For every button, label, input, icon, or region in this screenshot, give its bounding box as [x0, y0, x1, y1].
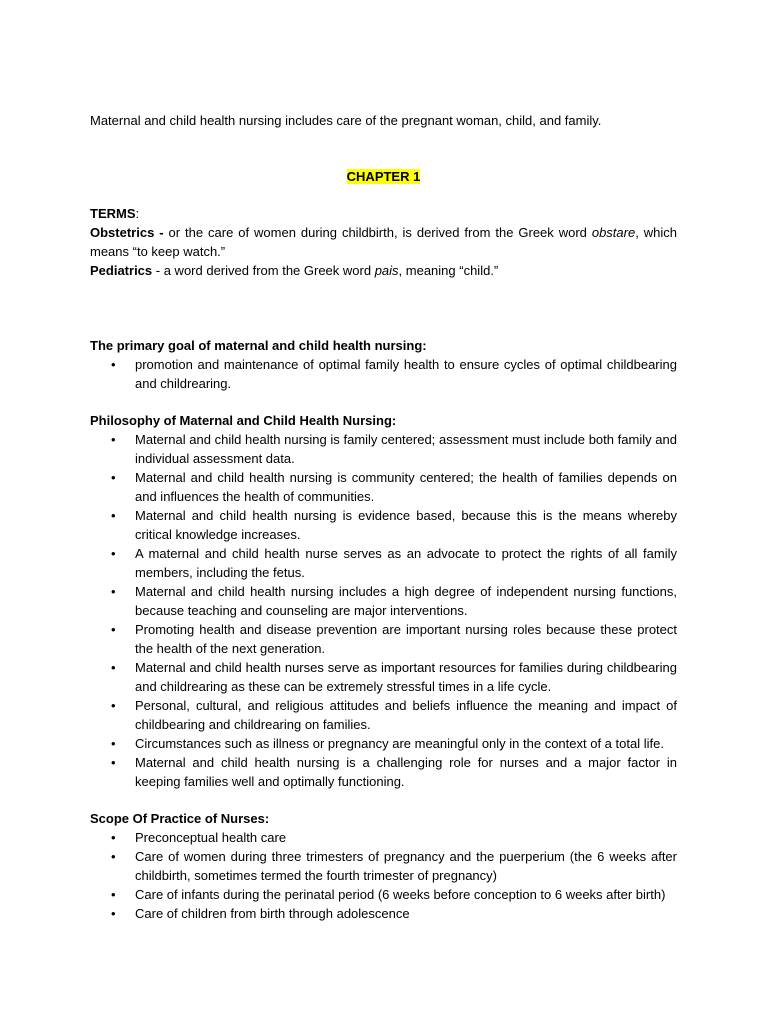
list-item: [90, 582, 677, 620]
document-page: [90, 111, 677, 923]
bullet-icon: •: [111, 698, 116, 713]
list-item-text: Maternal and child health nursing is community centered; the health of families depends on and influences the health of communities.: [135, 470, 677, 504]
list-item-text: Circumstances such as illness or pregnancy are meaningful only in the context of a total life.: [135, 736, 664, 751]
primary-goal-heading: The primary goal of maternal and child health nursing:: [90, 338, 427, 353]
bullet-icon: •: [111, 508, 116, 523]
list-item-text: A maternal and child health nurse serves as an advocate to protect the rights of all family members, including the fetus.: [135, 546, 677, 580]
obstetrics-text-before: or the care of women during childbirth, is derived from the Greek word: [163, 225, 592, 240]
list-item-text: Care of infants during the perinatal period (6 weeks before conception to 6 weeks after birth): [135, 887, 666, 902]
obstetrics-term: Obstetrics -: [90, 225, 164, 240]
list-item: [90, 620, 677, 658]
scope-list: [90, 828, 677, 923]
list-item-text: Preconceptual health care: [135, 830, 287, 845]
list-item: [90, 506, 677, 544]
list-item: [90, 544, 677, 582]
bullet-icon: •: [111, 660, 116, 675]
pediatrics-term: Pediatrics: [90, 263, 153, 278]
list-item: [90, 734, 677, 753]
pediatrics-text-before: - a word derived from the Greek word: [152, 263, 375, 278]
bullet-icon: •: [111, 546, 116, 561]
list-item-text: Personal, cultural, and religious attitudes and beliefs influence the meaning and impact of childbearing and childrearing on families.: [135, 698, 677, 732]
list-item-text: Maternal and child health nursing is a challenging role for nurses and a major factor in keeping families well and optimally functioning.: [135, 755, 677, 789]
primary-goal-list: [90, 355, 677, 393]
chapter-heading: CHAPTER 1: [346, 169, 421, 184]
list-item-text: Maternal and child health nursing is family centered; assessment must include both family and individual assessment data.: [135, 432, 677, 466]
list-item-text: Care of women during three trimesters of pregnancy and the puerperium (the 6 weeks after childbirth, sometimes termed the fourth trimester of pregnancy): [135, 849, 677, 883]
philosophy-list: [90, 430, 677, 791]
list-item: [90, 696, 677, 734]
bullet-icon: •: [111, 887, 116, 902]
list-item-text: Care of children from birth through adolescence: [135, 906, 410, 921]
pediatrics-definition: [90, 261, 677, 280]
list-item: [90, 753, 677, 791]
list-item: [90, 430, 677, 468]
obstetrics-greek-word: obstare: [591, 225, 636, 240]
list-item-text: Maternal and child health nurses serve as important resources for families during childbearing and childrearing as these can be extremely stressful times in a life cycle.: [135, 660, 677, 694]
list-item: [90, 885, 677, 904]
bullet-icon: •: [111, 357, 116, 372]
bullet-icon: •: [111, 755, 116, 770]
scope-heading: Scope Of Practice of Nurses:: [90, 811, 270, 826]
bullet-icon: •: [111, 470, 116, 485]
pediatrics-greek-word: pais: [374, 263, 399, 278]
obstetrics-text-after: , which means “to keep watch.”: [90, 225, 678, 259]
obstetrics-definition: [90, 223, 677, 261]
list-item: [90, 658, 677, 696]
list-item: [90, 904, 677, 923]
bullet-icon: •: [111, 906, 116, 921]
list-item: [90, 847, 677, 885]
bullet-icon: •: [111, 830, 116, 845]
list-item-text: Promoting health and disease prevention are important nursing roles because these protect the health of the next generation.: [135, 622, 677, 656]
chapter-heading-line: [90, 167, 677, 186]
terms-heading-colon: :: [135, 206, 140, 221]
terms-heading: TERMS: [90, 206, 136, 221]
list-item: [90, 468, 677, 506]
bullet-icon: •: [111, 622, 116, 637]
bullet-icon: •: [111, 849, 116, 864]
pediatrics-text-after: , meaning “child.”: [398, 263, 499, 278]
list-item-text: promotion and maintenance of optimal family health to ensure cycles of optimal childbearing and childrearing.: [135, 357, 677, 391]
list-item: [90, 355, 677, 393]
bullet-icon: •: [111, 736, 116, 751]
bullet-icon: •: [111, 432, 116, 447]
list-item: [90, 828, 677, 847]
philosophy-heading: Philosophy of Maternal and Child Health Nursing:: [90, 413, 397, 428]
list-item-text: Maternal and child health nursing includes a high degree of independent nursing functions, because teaching and counseling are major interventions.: [135, 584, 677, 618]
list-item-text: Maternal and child health nursing is evidence based, because this is the means whereby critical knowledge increases.: [135, 508, 677, 542]
bullet-icon: •: [111, 584, 116, 599]
terms-heading-line: [90, 204, 677, 223]
intro-paragraph: Maternal and child health nursing includes care of the pregnant woman, child, and family.: [90, 113, 602, 128]
